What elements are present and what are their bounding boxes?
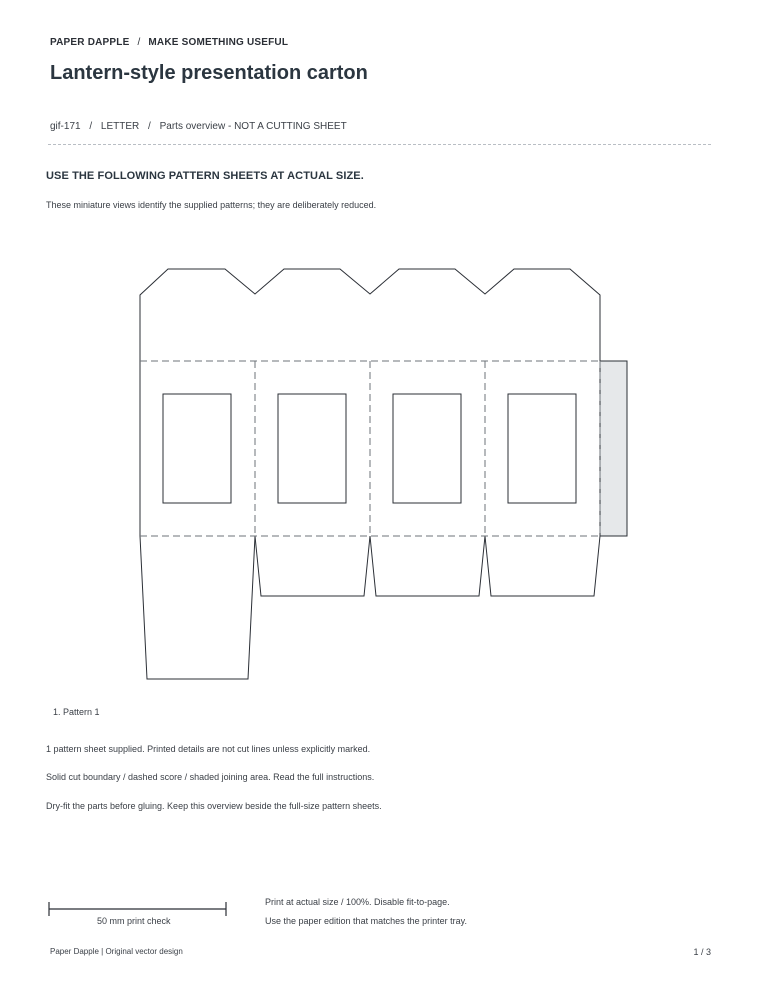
glue-tab — [600, 361, 627, 536]
instructions-note: These miniature views identify the supplied patterns; they are deliberately reduced. — [46, 200, 377, 210]
page-number: 1 / 3 — [693, 947, 711, 957]
scale-bar-label: 50 mm print check — [97, 916, 171, 926]
paragraph-sheets: 1 pattern sheet supplied. Printed details are not cut lines unless explicitly marked. — [46, 744, 371, 754]
bottom-flap-2 — [255, 536, 370, 596]
paragraph-legend: Solid cut boundary / dashed score / shaded joining area. Read the full instructions. — [46, 772, 375, 782]
brand-name: PAPER DAPPLE — [50, 37, 130, 48]
paper-size: LETTER — [100, 121, 140, 132]
pattern-caption: 1. Pattern 1 — [53, 707, 100, 717]
window-cutout-2 — [278, 394, 346, 503]
paragraph-dry-fit: Dry-fit the parts before gluing. Keep this overview beside the full-size pattern sheets. — [46, 801, 382, 811]
brand-tagline: MAKE SOMETHING USEFUL — [148, 37, 289, 48]
print-instruction-1: Print at actual size / 100%. Disable fit-to-page. — [265, 897, 450, 907]
pattern-code: gif-171 — [50, 121, 81, 132]
sheet-description: Parts overview - NOT A CUTTING SHEET — [159, 121, 347, 132]
meta-separator: / — [148, 121, 151, 132]
bottom-flap-1 — [140, 536, 255, 679]
window-cutout-1 — [163, 394, 231, 503]
bottom-flap-4 — [485, 536, 600, 596]
page-title: Lantern-style presentation carton — [50, 62, 368, 84]
window-cutout-4 — [508, 394, 576, 503]
brand-separator: / — [137, 37, 141, 48]
instructions-heading: USE THE FOLLOWING PATTERN SHEETS AT ACTUAL SIZE. — [46, 170, 364, 182]
bottom-flap-3 — [370, 536, 485, 596]
meta-separator: / — [89, 121, 93, 132]
footer-credit: Paper Dapple | Original vector design — [50, 947, 183, 956]
print-instruction-2: Use the paper edition that matches the printer tray. — [265, 916, 467, 926]
window-cutout-3 — [393, 394, 461, 503]
top-crown-cut-line — [140, 269, 600, 361]
